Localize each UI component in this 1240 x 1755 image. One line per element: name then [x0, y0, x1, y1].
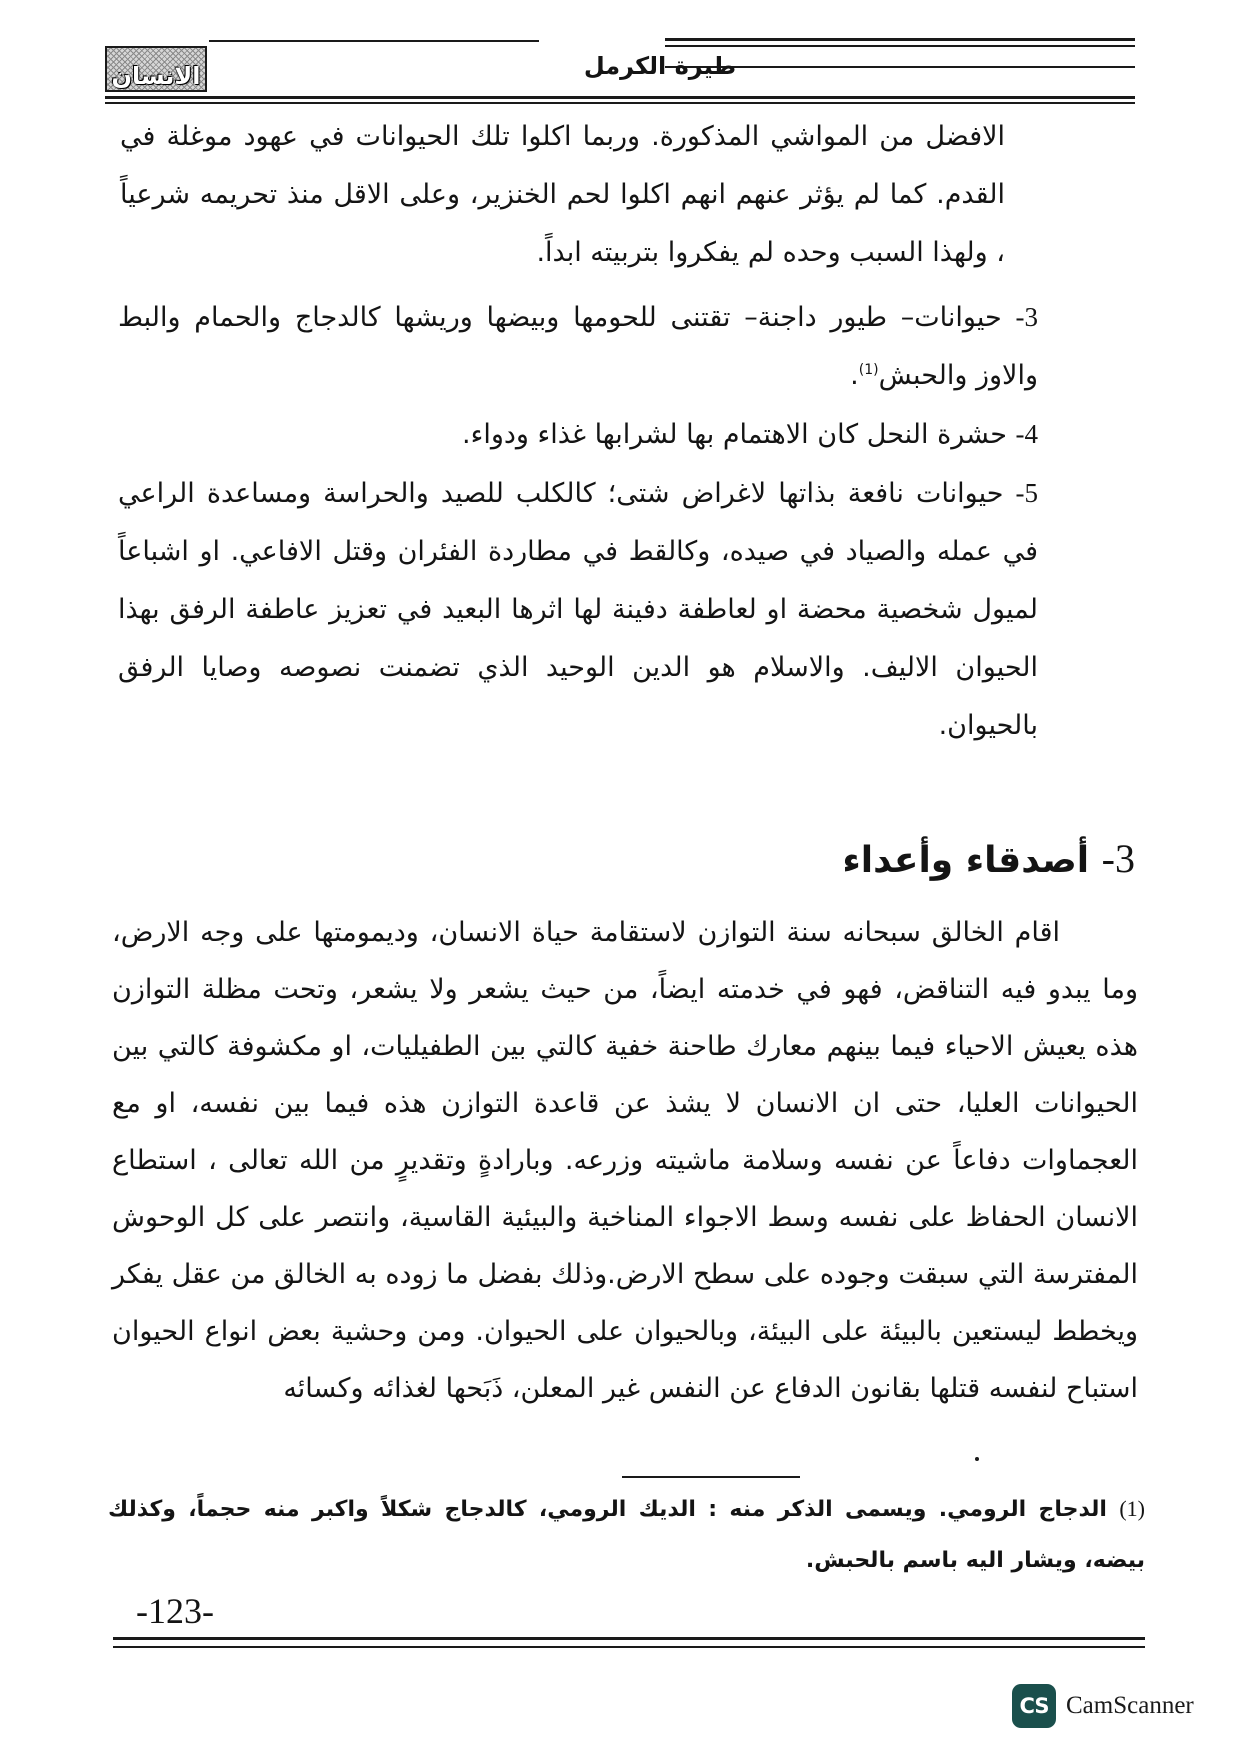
- header-rule-left: [209, 40, 539, 42]
- list-item-text: حيوانات نافعة بذاتها لاغراض شتى؛ كالكلب للصيد والحراسة ومساعدة الراعي في عمله والصياد في صيده، وكالقط في مطاردة الفئران وقتل الافاعي. او اشباعاً لميول شخصية محضة او لعاطفة دفينة لها اثرها البعيد في تعزيز عاطفة الرفق بهذا الحيوان الاليف. والاسلام هو الدين الوحيد الذي تضمنت نصوصه وصايا الرفق بالحيوان.: [118, 478, 1038, 741]
- text-line: القدم. كما لم يؤثر عنهم انهم اكلوا لحم الخنزير، وعلى الاقل منذ تحريمه شرعياً ،: [120, 179, 1005, 268]
- book-title: طيرة الكرمل: [583, 52, 737, 80]
- section-badge: [105, 46, 207, 92]
- footnote-marker: (1): [1119, 1496, 1145, 1521]
- footnote-text: الدجاج الرومي. ويسمى الذكر منه : الديك الرومي، كالدجاج شكلاً واكبر منه حجماً، وكذلك بيضه، ويشار اليه باسم بالحبش.: [108, 1497, 1145, 1573]
- list-item-end: .: [850, 360, 859, 391]
- text-line: ولهذا السبب وحده لم يفكروا بتربيته ابداً.: [536, 237, 988, 268]
- page-number: -123-: [136, 1591, 214, 1631]
- camscanner-name: CamScanner: [1066, 1692, 1194, 1719]
- scanner-watermark: [1012, 1684, 1194, 1728]
- list-item-number: 4-: [1015, 419, 1038, 449]
- header-rule-top-thin: [665, 45, 1135, 47]
- running-header: [105, 38, 1135, 104]
- footnote: [108, 1483, 1145, 1586]
- list-item-text: حيوانات– طيور داجنة– تقتنى للحومها وبيضها وريشها كالدجاج والحمام والبط والاوز والحبش: [118, 302, 1038, 391]
- list-item-number: 3-: [1015, 302, 1038, 332]
- section-paragraph: [112, 904, 1138, 1417]
- list-item: [118, 405, 1038, 464]
- intro-paragraph: [120, 108, 1005, 282]
- footnote-reference: (1): [858, 362, 879, 378]
- section-badge-text: الانسان: [111, 62, 201, 90]
- section-heading: [842, 835, 1135, 882]
- footnote-separator: [622, 1476, 800, 1478]
- list-item-number: 5-: [1015, 478, 1038, 508]
- footer-rule-top: [113, 1637, 1145, 1640]
- section-title: أصدقاء وأعداء: [842, 840, 1090, 881]
- camscanner-logo-icon: CS: [1012, 1684, 1056, 1728]
- list-items: [118, 288, 1038, 755]
- text-line: الافضل من المواشي المذكورة. وربما اكلوا تلك الحيوانات في عهود موغلة في: [120, 121, 1005, 152]
- header-rule-bottom-thin: [105, 102, 1135, 104]
- footnote-dot: [975, 1457, 979, 1461]
- footer-rule-bottom: [113, 1646, 1145, 1648]
- list-item-text: حشرة النحل كان الاهتمام بها لشرابها غذاء ودواء.: [462, 419, 1007, 450]
- section-number: 3-: [1101, 836, 1135, 881]
- paragraph-text: اقام الخالق سبحانه سنة التوازن لاستقامة حياة الانسان، وديمومتها على وجه الارض، وما يبدو فيه التناقض، فهو في خدمته ايضاً، من حيث يشعر ولا يشعر، وتحت مظلة التوازن هذه يعيش الاحياء فيما بينهم معارك طاحنة خفية كالتي بين الطفيليات، او مكشوفة كالتي بين الحيوانات العليا، حتى ان الانسان لا يشذ عن قاعدة التوازن هذه فيما بين نفسه، او مع العجماوات دفاعاً عن نفسه وسلامة ماشيته وزرعه. وبارادةٍ وتقديرٍ من الله تعالى ، استطاع الانسان الحفاظ على نفسه وسط الاجواء المناخية والبيئية القاسية، وانتصر على كل الوحوش المفترسة التي سبقت وجوده على سطح الارض.وذلك بفضل ما زوده به الخالق من عقل يفكر ويخطط ليستعين بالبيئة على البيئة، وبالحيوان على الحيوان. ومن وحشية بعض انواع الحيوان استباح لنفسه قتلها بقانون الدفاع عن النفس غير المعلن، ذَبَحها لغذائه وكسائه: [112, 917, 1138, 1404]
- header-rule-bottom: [105, 96, 1135, 99]
- header-rule-top: [665, 38, 1135, 41]
- list-item: [118, 464, 1038, 755]
- list-item: [118, 288, 1038, 405]
